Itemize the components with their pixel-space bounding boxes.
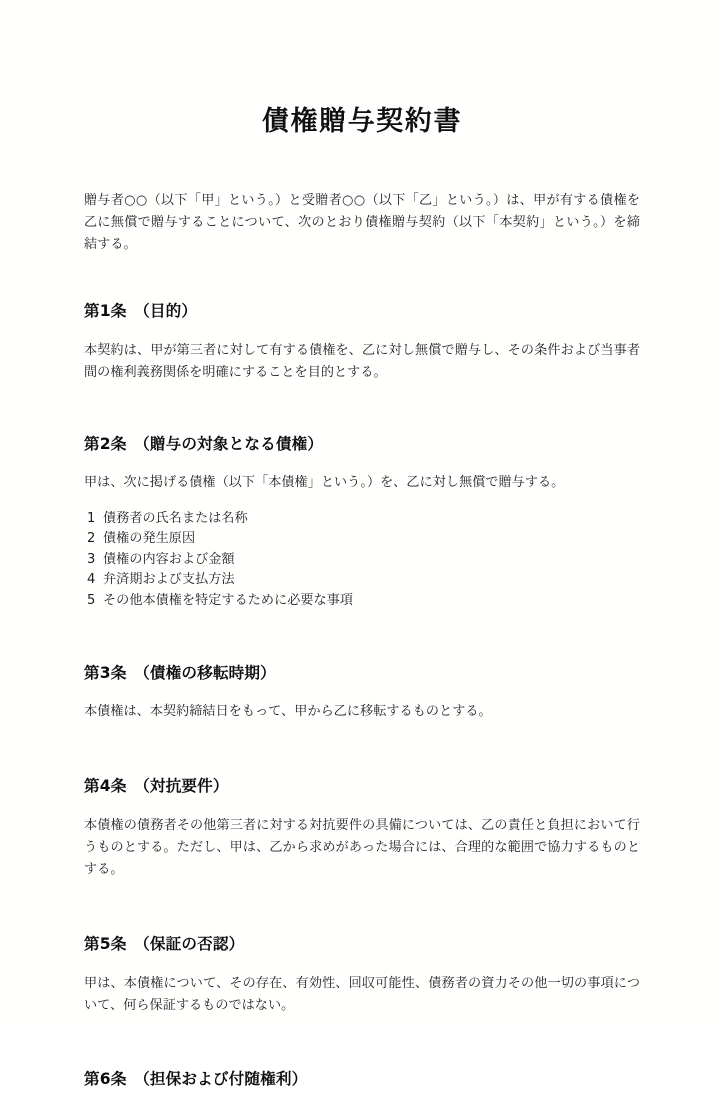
article-section-5 (84, 881, 640, 1017)
article-heading-2 (84, 434, 640, 454)
clause-text: 弁済期および支払方法 (103, 572, 235, 587)
article-section-4 (84, 723, 640, 881)
article-body-1: 本契約は、甲が第三者に対して有する債権を、乙に対し無償で贈与し、その条件および当事者間の権利義務関係を明確にすることを目的とする。 (84, 342, 640, 380)
article-section-6 (84, 1017, 640, 1089)
article-number-4: 第4条 (84, 777, 127, 796)
article-heading-4 (84, 776, 640, 796)
article-body-2: 甲は、次に掲げる債権（以下「本債権」という。）を、乙に対し無償で贈与する。 (84, 475, 565, 491)
article-number-6: 第6条 (84, 1070, 127, 1089)
clause-text: 債務者の氏名または名称 (103, 510, 248, 526)
article-number-2: 第2条 (84, 435, 127, 454)
article-section-2 (84, 384, 640, 611)
article-section-1 (84, 256, 640, 384)
clause-number: 1 (87, 510, 96, 526)
article-caption-6: （担保および付随権利） (134, 1070, 308, 1089)
clause-number: 4 (87, 572, 96, 587)
article-section-3 (84, 611, 640, 723)
clause-number: 3 (87, 551, 96, 567)
document-preamble: 贈与者○○（以下「甲」という。）と受贈者○○（以下「乙」という。）は、甲が有する債権を乙に無償で贈与することについて、次のとおり債権贈与契約（以下「本契約」という。）を締結する。 (84, 192, 640, 253)
article-body-3: 本債権は、本契約締結日をもって、甲から乙に移転するものとする。 (84, 704, 492, 720)
article-caption-3: （債権の移転時期） (134, 664, 276, 682)
clause-list-article-2 (84, 509, 640, 612)
document-content (84, 0, 640, 1107)
article-heading-6 (84, 1069, 640, 1089)
clause-number: 2 (87, 531, 96, 546)
list-item (84, 529, 640, 550)
clause-number: 5 (87, 592, 96, 608)
article-heading-5 (84, 934, 640, 954)
article-caption-5: （保証の否認） (134, 935, 245, 954)
article-number-3: 第3条 (84, 664, 127, 682)
list-item (84, 550, 640, 571)
article-heading-3 (84, 663, 640, 683)
list-item (84, 509, 640, 530)
clause-text: その他本債権を特定するために必要な事項 (103, 592, 354, 608)
list-item (84, 570, 640, 591)
clause-text: 債権の発生原因 (103, 531, 196, 546)
article-caption-4: （対抗要件） (134, 777, 229, 796)
article-caption-2: （贈与の対象となる債権） (134, 435, 324, 454)
article-heading-1 (84, 301, 640, 321)
article-number-1: 第1条 (84, 302, 127, 321)
page-title: 債権贈与契約書 (261, 106, 463, 137)
article-caption-1: （目的） (134, 302, 198, 321)
article-body-4: 本債権の債務者その他第三者に対する対抗要件の具備については、乙の責任と負担において行うものとする。ただし、甲は、乙から求めがあった場合には、合理的な範囲で協力するものとする。 (84, 817, 640, 878)
clause-text: 債権の内容および金額 (103, 551, 235, 567)
list-item (84, 591, 640, 612)
article-body-5: 甲は、本債権について、その存在、有効性、回収可能性、債務者の資力その他一切の事項について、何ら保証するものではない。 (84, 975, 640, 1013)
article-number-5: 第5条 (84, 935, 127, 954)
